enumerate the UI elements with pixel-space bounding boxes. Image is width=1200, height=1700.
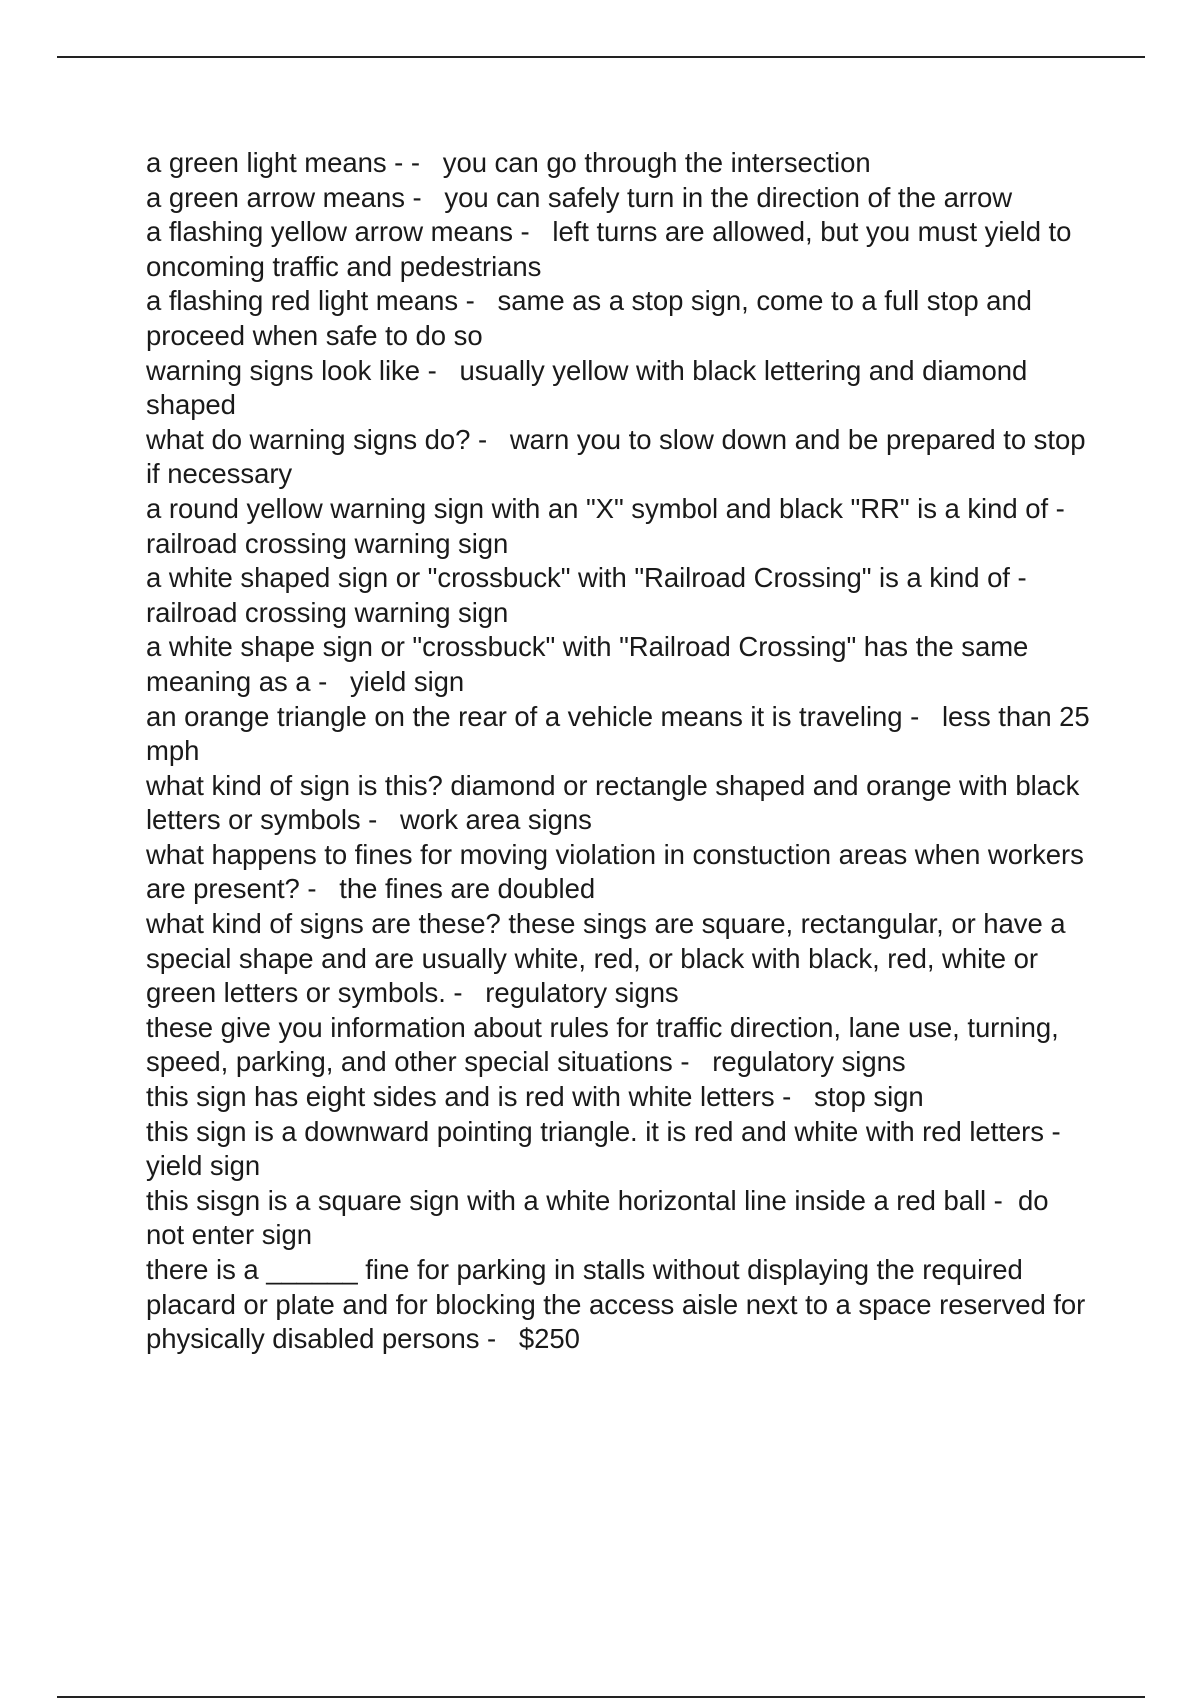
entry-17: this sisgn is a square sign with a white horizontal line inside a red ball - do not enter sign	[146, 1184, 1057, 1251]
entry-14: these give you information about rules for traffic direction, lane use, turning, speed, parking, and other special situations - regulatory signs	[146, 1011, 1067, 1078]
entry-18: there is a ______ fine for parking in stalls without displaying the required placard or plate and for blocking the access aisle next to a space reserved for physically disabled persons - $250	[146, 1254, 1093, 1355]
entry-11: what kind of sign is this? diamond or rectangle shaped and orange with black letters or symbols - work area signs	[146, 769, 1087, 836]
entry-4: a flashing red light means - same as a stop sign, come to a full stop and proceed when safe to do so	[146, 285, 1040, 351]
top-rule	[57, 56, 1145, 58]
entry-16: this sign is a downward pointing triangle. it is red and white with red letters - yield sign	[146, 1115, 1084, 1182]
entry-5: warning signs look like - usually yellow with black lettering and diamond shaped	[146, 354, 1035, 421]
entry-15: this sign has eight sides and is red with white letters - stop sign	[146, 1081, 924, 1113]
entry-12: what happens to fines for moving violation in constuction areas when workers are present? - the fines are doubled	[146, 838, 1092, 905]
entry-9: a white shape sign or "crossbuck" with "Railroad Crossing" has the same meaning as a - yield sign	[146, 631, 1036, 697]
entry-2: a green arrow means - you can safely turn in the direction of the arrow	[146, 181, 1013, 213]
entry-6: what do warning signs do? - warn you to slow down and be prepared to stop if necessary	[146, 423, 1094, 490]
bottom-rule	[57, 1696, 1145, 1698]
entry-10: an orange triangle on the rear of a vehicle means it is traveling - less than 25 mph	[146, 700, 1098, 767]
document-body	[146, 146, 1098, 1357]
entry-13: what kind of signs are these? these sings are square, rectangular, or have a special shape and are usually white, red, or black with black, red, white or green letters or symbols. - regulatory signs	[146, 908, 1074, 1009]
entry-1: a green light means - - you can go through the intersection	[146, 147, 871, 178]
entry-8: a white shaped sign or "crossbuck" with "Railroad Crossing" is a kind of - railroad crossing warning sign	[146, 562, 1050, 628]
entry-7: a round yellow warning sign with an "X" symbol and black "RR" is a kind of - railroad crossing warning sign	[146, 492, 1088, 559]
entry-3: a flashing yellow arrow means - left turns are allowed, but you must yield to oncoming traffic and pedestrians	[146, 216, 1079, 282]
